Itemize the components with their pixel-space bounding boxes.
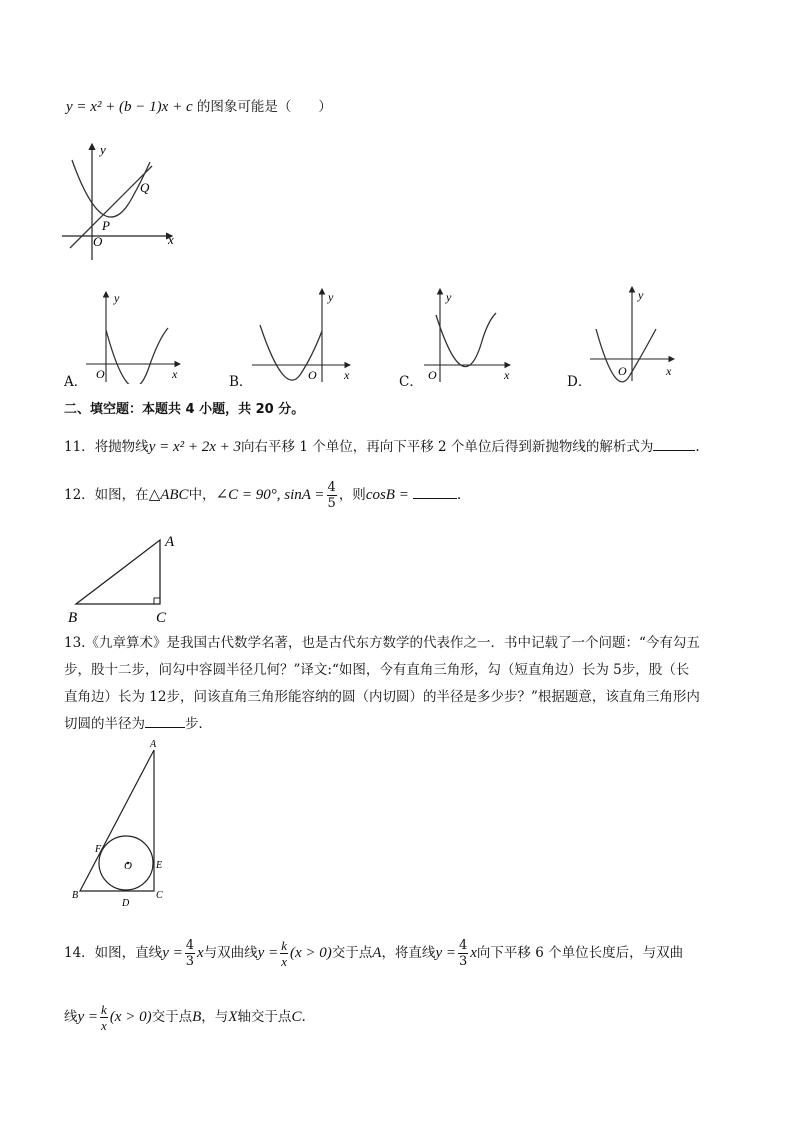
q14-hyperbola-den: x	[281, 954, 287, 969]
q11-answer-blank[interactable]	[653, 436, 695, 451]
q14-line-word: 线	[64, 1009, 78, 1025]
q14-meet: 交于点	[331, 945, 373, 961]
q12-frac-den: 5	[327, 496, 336, 511]
option-c-origin: O	[428, 368, 437, 382]
q13-line-2: 步，股十二步，问勾中容圆半径几何？”译文:“如图，今有直角三角形，勾（短直角边）长为 5步，股（长	[64, 662, 690, 678]
q13-label-a: A	[150, 739, 157, 750]
q12-label-c: C	[156, 610, 167, 626]
section-heading: 二、填空题：本题共 4 小题，共 20 分。	[64, 402, 305, 417]
option-a-label[interactable]: A．	[64, 374, 88, 390]
option-b-origin: O	[308, 368, 317, 382]
option-b-x-label: x	[344, 368, 350, 382]
q13-label-f: F	[95, 844, 102, 855]
option-c-label[interactable]: C．	[399, 374, 423, 390]
fig-y-label: y	[100, 142, 106, 157]
q14-hyperbola-eq-2: y =	[77, 1009, 99, 1025]
q14-with: 与双曲线	[203, 945, 258, 961]
q14-point-a: A	[372, 945, 382, 961]
q10-stem-text: 的图象可能是（ ）	[196, 99, 332, 115]
q14-line-eq-2: y =	[435, 945, 456, 961]
q12-lead: 12．如图，在	[64, 487, 149, 503]
q13-label-c: C	[156, 890, 163, 901]
q12-condition: ∠C = 90°, sinA =	[215, 487, 325, 503]
q14-line-x-2: x	[470, 945, 477, 961]
q14-point-c: C	[291, 1009, 302, 1025]
fig-origin-label: O	[93, 234, 103, 249]
option-b-graph[interactable]	[252, 285, 356, 384]
q12-label-b: B	[68, 610, 78, 626]
q13-label-b: B	[72, 890, 79, 901]
q11-text-2: 向右平移 1 个单位，再向下平移 2 个单位后得到新抛物线的解析式为	[241, 439, 654, 455]
q14-lead: 14．如图，直线	[64, 945, 163, 961]
option-b-label[interactable]: B．	[229, 374, 253, 390]
q14-slope-num-2: 4	[458, 938, 468, 953]
q11-number: 11．	[64, 439, 95, 455]
fig-q-label: Q	[140, 180, 150, 195]
q13-label-d: D	[122, 898, 130, 908]
q14-hyperbola-fraction-2	[100, 1002, 108, 1033]
q11	[64, 436, 700, 457]
q14-line-eq: y =	[162, 945, 183, 961]
option-a-origin: O	[96, 367, 105, 381]
q12	[64, 480, 461, 511]
q12-end: .	[456, 487, 462, 503]
q14-slope-fraction	[185, 938, 195, 969]
q13-line-4b: 步．	[185, 716, 212, 732]
q14-slope-num: 4	[185, 938, 194, 953]
fig-x-label: x	[168, 232, 174, 247]
q14-hyperbola-fraction	[280, 938, 288, 969]
q14-line-2	[64, 1002, 306, 1033]
q13-line-4a: 切圆的半径为	[64, 716, 145, 732]
q12-triangle-shape	[76, 540, 160, 604]
option-c-curve	[436, 313, 496, 367]
option-a-graph[interactable]	[86, 288, 186, 384]
q12-right-angle-mark	[154, 598, 160, 604]
q13-line-1: 13.《九章算术》是我国古代数学名著，也是古代东方数学的代表作之一．书中记载了一个问题：“今有勾五	[64, 635, 700, 651]
q13-incircle-figure	[68, 736, 178, 908]
q14-axis-2: 轴交于点	[237, 1009, 292, 1025]
q14-hyperbola-den-2: x	[101, 1018, 107, 1033]
q14-slope-fraction-2	[458, 938, 468, 969]
q12-ask: cosB =	[365, 487, 409, 503]
q11-end: .	[695, 439, 700, 455]
q12-frac-num: 4	[327, 480, 336, 495]
q12-triangle: △ABC	[148, 487, 189, 503]
q13-label-o: O	[124, 860, 132, 872]
q10-reference-figure	[62, 140, 182, 262]
q14-hyperbola-num: k	[281, 938, 287, 953]
q14-end: .	[301, 1009, 306, 1025]
q14-slope-den: 3	[185, 954, 194, 969]
q14-line-x: x	[197, 945, 204, 961]
option-c-graph[interactable]	[424, 285, 516, 384]
q14-hyperbola-cond: (x > 0)	[289, 945, 332, 961]
option-c-x-label: x	[504, 368, 510, 382]
q12-answer-blank[interactable]	[413, 484, 457, 499]
parabola-curve	[72, 160, 150, 217]
q14-hyperbola-cond-2: (x > 0)	[109, 1009, 152, 1025]
fig-p-label: P	[102, 218, 110, 233]
option-a-curve	[106, 328, 168, 384]
option-c-y-label: y	[446, 290, 452, 304]
option-a-y-label: y	[114, 291, 120, 305]
q12-mid: 中，	[188, 487, 216, 503]
option-d-y-label: y	[638, 288, 644, 302]
q12-fraction	[327, 480, 337, 511]
q10-stem	[66, 97, 332, 117]
q14-point-b: B	[192, 1009, 202, 1025]
q14-move: ，将直线	[381, 945, 436, 961]
option-b-y-label: y	[328, 290, 334, 304]
q13-answer-blank[interactable]	[145, 713, 185, 728]
q14-axis: ，与	[201, 1009, 229, 1025]
q13-triangle-shape	[80, 750, 154, 891]
q13-line-3: 直角边）长为 12步，问该直角三角形能容纳的圆（内切圆）的半径是多少步？”根据题意，该直角三角形内	[64, 689, 700, 705]
q14-x-axis-name: X	[228, 1009, 238, 1025]
option-d-x-label: x	[666, 364, 672, 378]
option-d-origin: O	[618, 364, 627, 378]
option-d-graph[interactable]	[590, 283, 680, 383]
q10-formula: y = x² + (b − 1)x + c	[66, 99, 193, 115]
q14-slope-den-2: 3	[458, 954, 468, 969]
q12-triangle-figure	[64, 530, 184, 626]
q11-text-1: 将抛物线	[94, 439, 149, 455]
q14-meet-b: 交于点	[151, 1009, 193, 1025]
q12-then: ，则	[338, 487, 366, 503]
q11-formula: y = x² + 2x + 3	[148, 439, 242, 455]
q13	[64, 630, 734, 738]
option-d-label[interactable]: D．	[567, 374, 592, 390]
q12-label-a: A	[165, 534, 175, 550]
option-a-x-label: x	[172, 367, 178, 381]
q14-line-1	[64, 938, 683, 969]
q14-hyperbola-num-2: k	[101, 1002, 107, 1017]
q14-hyperbola-eq: y =	[257, 945, 279, 961]
q13-label-e: E	[156, 860, 163, 871]
q14-shift: 向下平移 6 个单位长度后，与双曲	[476, 945, 684, 961]
